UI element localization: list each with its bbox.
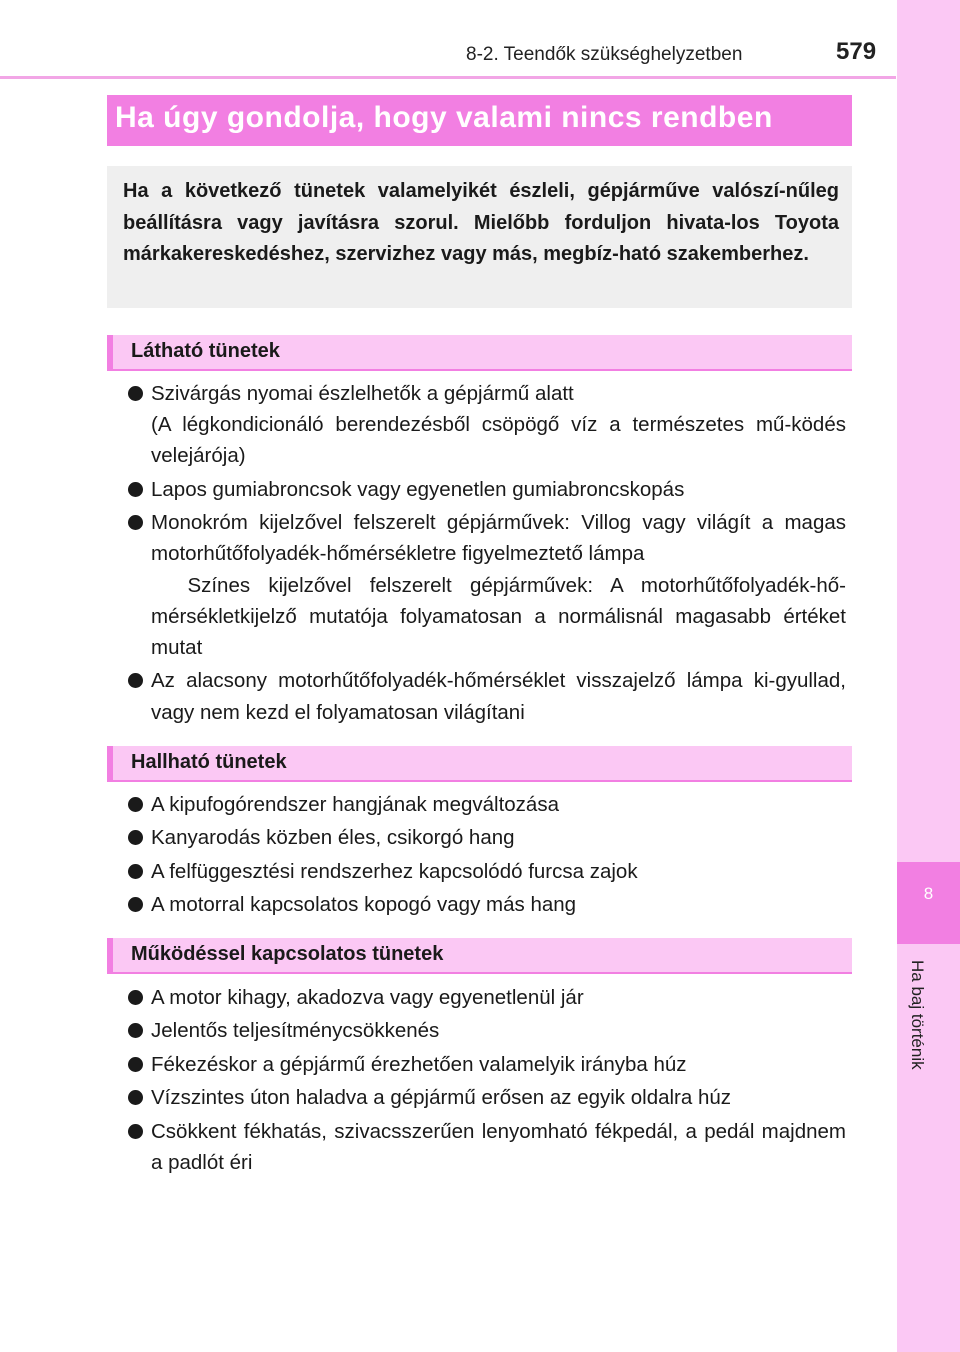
list-item (128, 507, 852, 663)
list-item-text: Szivárgás nyomai észlelhetők a gépjármű alatt (151, 382, 574, 405)
bullet-icon (128, 864, 143, 879)
intro-text: Ha a következő tünetek valamelyikét észleli, gépjárműve valószí-nűleg beállításra vagy javításra szorul. Mielőbb forduljon hivata-los Toyota márkakereskedéshez, szervizhez vagy más, megbíz-ható szakemberhez. (123, 180, 839, 266)
list-item (128, 1049, 846, 1080)
bullet-icon (128, 830, 143, 845)
running-header-section: 8-2. Teendők szükséghelyzetben (466, 44, 743, 65)
list-item (128, 822, 846, 853)
audible-symptoms-list (128, 789, 846, 923)
bullet-icon (128, 1023, 143, 1038)
bullet-icon (128, 1057, 143, 1072)
list-item-text: Csökkent fékhatás, szivacsszerűen lenyomható fékpedál, a pedál majdnem a padlót éri (151, 1119, 846, 1174)
operational-symptoms-list (128, 982, 846, 1180)
section-heading-label: Hallható tünetek (131, 751, 287, 773)
bullet-icon (128, 1090, 143, 1105)
list-item (128, 889, 846, 920)
list-item (128, 474, 846, 505)
list-item-text: A felfüggesztési rendszerhez kapcsolódó furcsa zajok (151, 859, 638, 883)
section-heading-label: Látható tünetek (131, 340, 280, 362)
section-heading-audible (107, 746, 852, 782)
bullet-icon (128, 386, 143, 401)
list-item-subtext: (A légkondicionáló berendezésből csöpögő víz a természetes mű-ködés velejárója) (151, 413, 846, 468)
list-item (128, 665, 846, 727)
list-item-text: A motorral kapcsolatos kopogó vagy más hang (151, 893, 577, 917)
list-item (128, 856, 846, 887)
page-number: 579 (836, 38, 877, 65)
list-item (128, 1015, 846, 1046)
list-item-text: Lapos gumiabroncsok vagy egyenetlen gumiabroncskopás (151, 477, 685, 501)
section-heading-label: Működéssel kapcsolatos tünetek (131, 943, 444, 965)
bullet-icon (128, 482, 143, 497)
list-item-text: A motor kihagy, akadozva vagy egyenetlenül jár (151, 986, 584, 1009)
bullet-icon (128, 797, 143, 812)
list-item-subtext: Színes kijelzővel felszerelt gépjárművek: A motorhűtőfolyadék-hő-mérsékletkijelző mutatója folyamatosan a normálisnál magasabb értéket mutat (151, 573, 852, 659)
chapter-side-tab (897, 0, 960, 1352)
list-item (128, 1116, 846, 1178)
list-item (128, 789, 846, 820)
list-item (128, 1082, 846, 1113)
chapter-title: Ha baj történik (908, 960, 927, 1070)
list-item-text: Jelentős teljesítménycsökkenés (151, 1019, 440, 1043)
list-item-text: Vízszintes úton haladva a gépjármű erősen az egyik oldalra húz (151, 1086, 732, 1110)
list-item-text: A kipufogórendszer hangjának megváltozása (151, 793, 559, 816)
header-rule (0, 76, 896, 79)
list-item (128, 982, 846, 1013)
list-item-text: Az alacsony motorhűtőfolyadék-hőmérséklet visszajelző lámpa ki-gyullad, vagy nem kezd el folyamatosan világítani (151, 669, 846, 724)
list-item-text: Kanyarodás közben éles, csikorgó hang (151, 826, 515, 850)
list-item-text: Fékezéskor a gépjármű érezhetően valamelyik irányba húz (151, 1052, 687, 1076)
bullet-icon (128, 1124, 143, 1139)
section-heading-operational (107, 938, 852, 974)
list-item (128, 378, 846, 472)
bullet-icon (128, 897, 143, 912)
bullet-icon (128, 515, 143, 530)
section-heading-visible (107, 335, 852, 371)
list-item-text: Monokróm kijelzővel felszerelt gépjárművek: Villog vagy világít a magas motorhűtőfolyadék-hőmérsékletre figyelmeztető lámpa (151, 511, 846, 566)
bullet-icon (128, 673, 143, 688)
bullet-icon (128, 990, 143, 1005)
visible-symptoms-list (128, 378, 852, 730)
page-title: Ha úgy gondolja, hogy valami nincs rendben (115, 101, 773, 134)
chapter-number: 8 (923, 884, 934, 903)
